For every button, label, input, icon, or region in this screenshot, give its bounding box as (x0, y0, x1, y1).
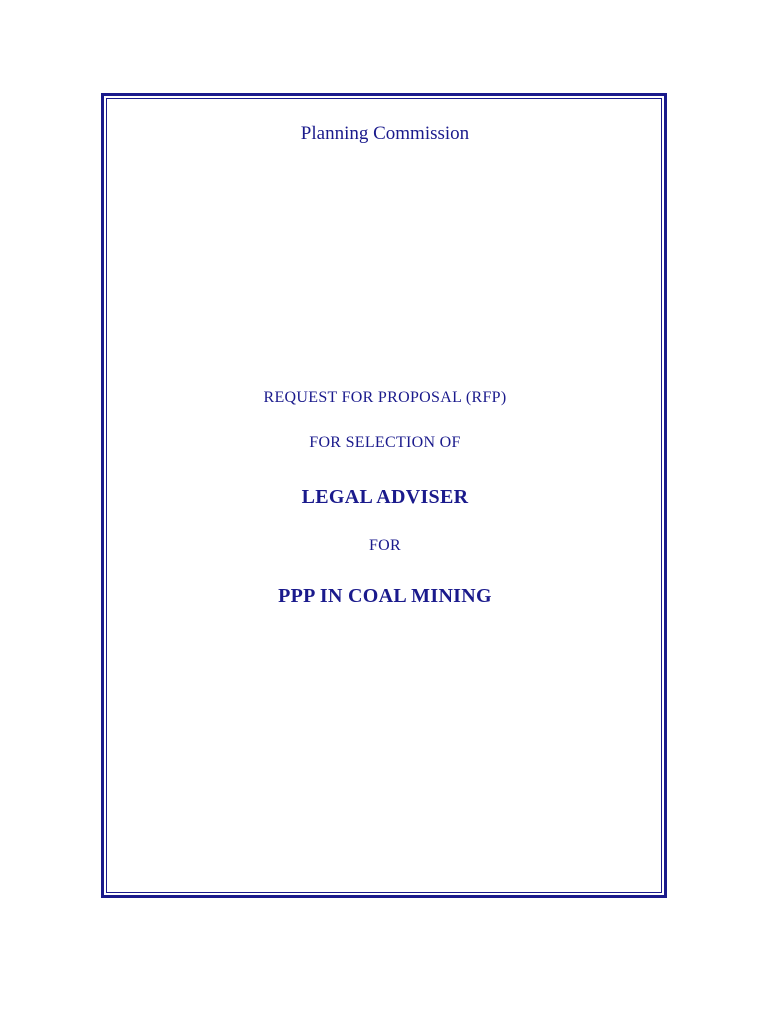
for-line: FOR (368, 537, 402, 554)
selection-line: FOR SELECTION OF (309, 434, 461, 451)
adviser-title: LEGAL ADVISER (301, 486, 469, 508)
rfp-heading: REQUEST FOR PROPOSAL (RFP) (263, 389, 507, 406)
project-title: PPP IN COAL MINING (278, 585, 492, 607)
organization-name: Planning Commission (300, 123, 470, 144)
